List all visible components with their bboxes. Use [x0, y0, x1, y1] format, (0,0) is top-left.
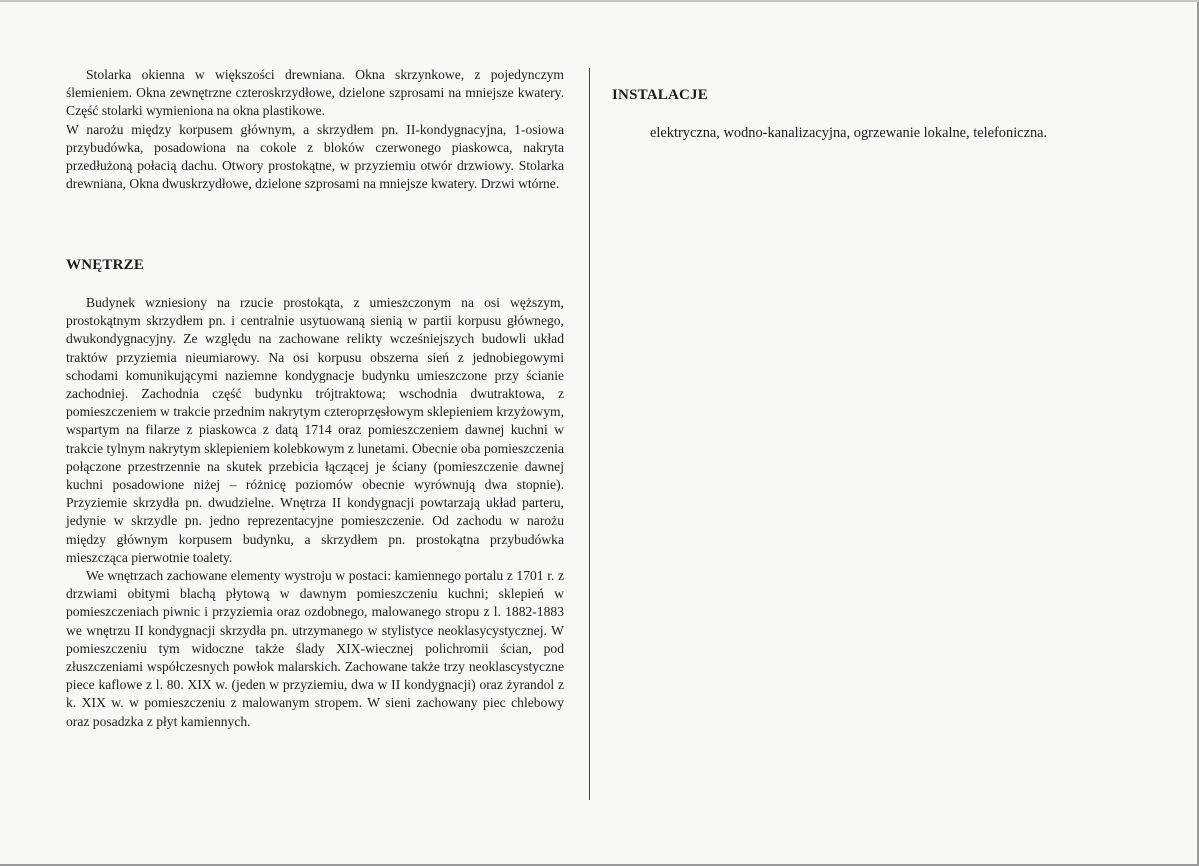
annex-paragraph: W narożu między korpusem głównym, a skrzydłem pn. II-kondygnacyjna, 1-osiowa przybudówka, posadowiona na cokole z bloków czerwonego piaskowca, nakryta przedłużoną połacią dachu. Otwory prostokątne, w przyziemiu otwór drzwiowy. Stolarka drewniana, Okna dwuskrzydłowe, dzielone szprosami na mniejsze kwatery. Drzwi wtórne. — [66, 121, 564, 192]
interior-text — [66, 294, 564, 731]
installations-text: elektryczna, wodno-kanalizacyjna, ogrzewanie lokalne, telefoniczna. — [650, 125, 1048, 141]
scan-edge — [0, 0, 1199, 2]
interior-layout-paragraph: Budynek wzniesiony na rzucie prostokąta, z umieszczonym na osi węższym, prostokątnym skrzydłem pn. i centralnie usytuowaną sienią w partii korpusu głównego, dwukondygnacyjny. Ze względu na zachowane relikty wcześniejszych budowli układ traktów przyziemia nieumiarowy. Na osi korpusu obszerna sień z jednobiegowymi schodami komunikującymi naziemne kondygnacje budynku umieszczone przy ścianie zachodniej. Zachodnia część budynku trójtraktowa; wschodnia dwutraktowa, z pomieszczeniem w trakcie przednim nakrytym czteroprzęsłowym sklepieniem krzyżowym, wspartym na filarze z piaskowca z datą 1714 oraz pomieszczeniem dawnej kuchni w trakcie tylnym nakrytym sklepieniem kolebkowym z lunetami. Obecnie oba pomieszczenia połączone przestrzennie na skutek przebicia łączącej je ściany (pomieszczenie dawnej kuchni posadowione niżej – różnicę poziomów obecnie wyrównują dwa stopnie). Przyziemie skrzydła pn. dwudzielne. Wnętrza II kondygnacji powtarzają układ parteru, jedynie w skrzydle pn. jedno reprezentacyjne pomieszczenie. Od zachodu w narożu między głównym korpusem budynku, a skrzydłem pn. prostokątna przybudówka mieszcząca pierwotnie toalety. — [66, 295, 564, 565]
column-divider — [589, 68, 590, 800]
left-column — [66, 66, 564, 193]
interior-heading: WNĘTRZE — [66, 257, 145, 273]
installations-heading: INSTALACJE — [612, 87, 708, 103]
joinery-paragraph: Stolarka okienna w większości drewniana. Okna skrzynkowe, z pojedynczym ślemieniem. Okna zewnętrzne czteroskrzydłowe, dzielone szprosami na mniejsze kwatery. Część stolarki wymieniona na okna plastikowe. — [66, 67, 564, 119]
interior-decor-paragraph: We wnętrzach zachowane elementy wystroju w postaci: kamiennego portalu z 1701 r. z drzwiami obitymi blachą płytową w dawnym pomieszczeniu kuchni; sklepień w pomieszczeniach piwnic i przyziemia oraz ozdobnego, malowanego stropu z l. 1882-1883 we wnętrzu II kondygnacji skrzydła pn. utrzymanego w stylistyce neoklasycystycznej. W pomieszczeniu tym widoczne także ślady XIX-wiecznej polichromii ścian, pod złuszczeniami współczesnych powłok malarskich. Zachowane także trzy neoklascystyczne piece kaflowe z l. 80. XIX w. (jeden w przyziemiu, dwa w II kondygnacji) oraz żyrandol z k. XIX w. w pomieszczeniu z malowanym stropem. W sieni zachowany piec chlebowy oraz posadzka z płyt kamiennych. — [66, 568, 564, 729]
